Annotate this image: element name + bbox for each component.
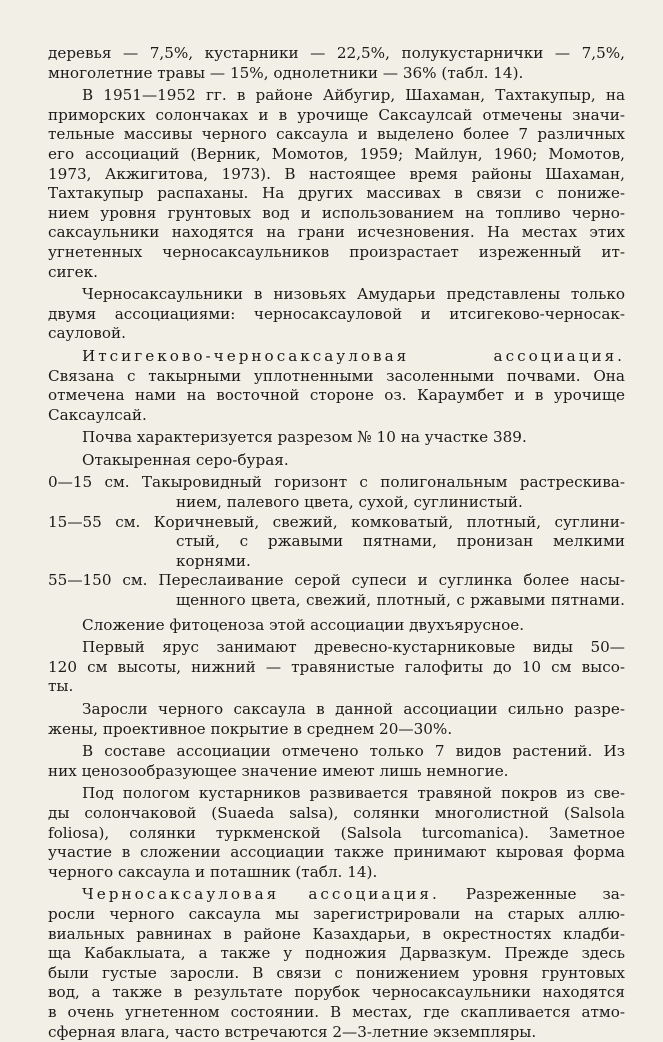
paragraph-two-associations bbox=[48, 285, 625, 344]
paragraph-species-count bbox=[48, 742, 625, 781]
text-line: Саксаулсай. bbox=[48, 406, 625, 426]
text-line: Связана с такырными уплотненными засоленными почвами. Она bbox=[48, 367, 625, 387]
text-line: них ценозообразующее значение имеют лишь немногие. bbox=[48, 762, 625, 782]
paragraph-grass-cover bbox=[48, 784, 625, 882]
text-line: сауловой. bbox=[48, 324, 625, 344]
text-line: Первый ярус занимают древесно-кустарниковые виды 50— bbox=[48, 638, 625, 658]
paragraph-soil-type bbox=[48, 451, 625, 471]
text-line: приморских солончаках и в урочище Саксаулсай отмечены значи- bbox=[48, 106, 625, 126]
text-line: виальных равнинах в районе Казахдарьи, в окрестностях кладби- bbox=[48, 925, 625, 945]
text-line: росли черного саксаула мы зарегистрировали на старых аллю- bbox=[48, 905, 625, 925]
text-line: Почва характеризуется разрезом № 10 на участке 389. bbox=[48, 428, 625, 448]
soil-description: нием, палевого цвета, сухой, суглинистый. bbox=[48, 493, 625, 513]
text-line: тельные массивы черного саксаула и выделено более 7 различных bbox=[48, 125, 625, 145]
text-line: черного саксаула и поташник (табл. 14). bbox=[48, 863, 625, 883]
paragraph-black-saxaul-association bbox=[48, 885, 625, 1042]
soil-depth: 0—15 см. bbox=[48, 473, 130, 491]
text-line: ща Кабаклыата, а также у подножия Дарвазкум. Прежде здесь bbox=[48, 944, 625, 964]
soil-description: щенного цвета, свежий, плотный, с ржавыми пятнами. bbox=[48, 591, 625, 611]
soil-horizon bbox=[48, 571, 625, 610]
paragraph-thickets bbox=[48, 700, 625, 739]
text-line: Заросли черного саксаула в данной ассоциации сильно разре- bbox=[48, 700, 625, 720]
text-line: 1973, Акжигитова, 1973). В настоящее время районы Шахаман, bbox=[48, 165, 625, 185]
text-line: ты. bbox=[48, 677, 625, 697]
text-line: сигек. bbox=[48, 263, 625, 283]
text-line: многолетние травы — 15%, однолетники — 36% (табл. 14). bbox=[48, 64, 625, 84]
paragraph-soil-section bbox=[48, 428, 625, 448]
text-line: угнетенных черносаксаульников произрастает изреженный ит- bbox=[48, 243, 625, 263]
soil-horizon bbox=[48, 513, 625, 572]
heading-tail: Разреженные за- bbox=[466, 885, 625, 903]
text-line bbox=[48, 885, 625, 905]
soil-description: Такыровидный горизонт с полигональным растрескива- bbox=[142, 473, 625, 491]
text-line: нием уровня грунтовых вод и использованием на топливо черно- bbox=[48, 204, 625, 224]
text-line: его ассоциаций (Верник, Момотов, 1959; Майлун, 1960; Момотов, bbox=[48, 145, 625, 165]
text-line: Сложение фитоценоза этой ассоциации двухъярусное. bbox=[48, 616, 625, 636]
text-line: Отакыренная серо-бурая. bbox=[48, 451, 625, 471]
text-line: сферная влага, часто встречаются 2—3-летние экземпляры. bbox=[48, 1023, 625, 1042]
section-heading: Черносаксауловая ассоциация. bbox=[82, 885, 440, 903]
paragraph-first-tier bbox=[48, 638, 625, 697]
paragraph-phytocenosis bbox=[48, 616, 625, 636]
text-line: саксаульники находятся на грани исчезновения. На местах этих bbox=[48, 223, 625, 243]
text-line: ды солончаковой (Suaeda salsa), солянки многолистной (Salsola bbox=[48, 804, 625, 824]
soil-description: Коричневый, свежий, комковатый, плотный, суглини- bbox=[154, 513, 625, 531]
paragraph-history bbox=[48, 86, 625, 282]
paragraph-itsigek-association bbox=[48, 347, 625, 425]
text-line: foliosa), солянки туркменской (Salsola turcomanica). Заметное bbox=[48, 824, 625, 844]
text-line: В составе ассоциации отмечено только 7 видов растений. Из bbox=[48, 742, 625, 762]
text-line: вод, а также в результате порубок черносаксаульники находятся bbox=[48, 983, 625, 1003]
text-line: в очень угнетенном состоянии. В местах, где скапливается атмо- bbox=[48, 1003, 625, 1023]
text-line: Под пологом кустарников развивается травяной покров из све- bbox=[48, 784, 625, 804]
text-line: двумя ассоциациями: черносаксауловой и итсигеково-черносак- bbox=[48, 305, 625, 325]
soil-profile bbox=[48, 473, 625, 610]
paragraph-species-percentages bbox=[48, 44, 625, 83]
text-line: участие в сложении ассоциации также принимают кыровая форма bbox=[48, 843, 625, 863]
text-line: Тахтакупыр распаханы. На других массивах в связи с пониже- bbox=[48, 184, 625, 204]
text-line: деревья — 7,5%, кустарники — 22,5%, полукустарнички — 7,5%, bbox=[48, 44, 625, 64]
text-line: В 1951—1952 гг. в районе Айбугир, Шахаман, Тахтакупыр, на bbox=[48, 86, 625, 106]
text-line: 120 см высоты, нижний — травянистые галофиты до 10 см высо- bbox=[48, 658, 625, 678]
text-line: отмечена нами на восточной стороне оз. Караумбет и в урочище bbox=[48, 386, 625, 406]
soil-description: Переслаивание серой супеси и суглинка более насы- bbox=[158, 571, 625, 589]
section-heading: Итсигеково-черносаксауловая ассоциация. bbox=[48, 347, 625, 367]
text-line: жены, проективное покрытие в среднем 20—30%. bbox=[48, 720, 625, 740]
text-line: Черносаксаульники в низовьях Амударьи представлены только bbox=[48, 285, 625, 305]
soil-depth: 15—55 см. bbox=[48, 513, 140, 531]
text-line: были густые заросли. В связи с понижением уровня грунтовых bbox=[48, 964, 625, 984]
soil-description: стый, с ржавыми пятнами, пронизан мелкими корнями. bbox=[48, 532, 625, 571]
soil-horizon bbox=[48, 473, 625, 512]
soil-depth: 55—150 см. bbox=[48, 571, 148, 589]
